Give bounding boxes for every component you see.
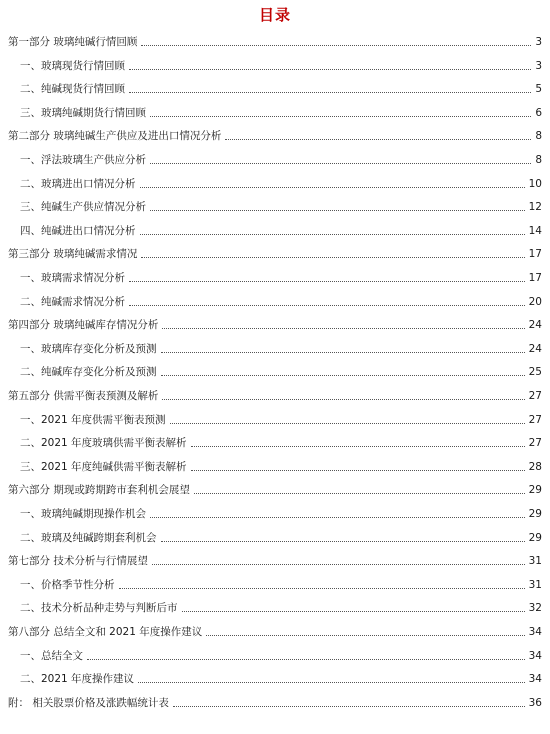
toc-page-number: 6 xyxy=(535,106,542,119)
dot-leader xyxy=(119,587,525,589)
toc-part-entry[interactable] xyxy=(8,387,542,403)
toc-entry-label: 第八部分 总结全文和 2021 年度操作建议 xyxy=(8,626,203,638)
toc-part-entry[interactable] xyxy=(8,623,542,639)
toc-page-number: 27 xyxy=(528,390,542,402)
dot-leader xyxy=(206,634,524,636)
toc-entry-label: 二、纯碱现货行情回顾 xyxy=(20,83,125,96)
toc-page-number: 28 xyxy=(528,460,542,473)
toc-section-entry[interactable] xyxy=(20,411,542,427)
toc-section-entry[interactable] xyxy=(20,458,542,474)
toc-entry-label: 第四部分 玻璃纯碱库存情况分析 xyxy=(8,319,159,332)
toc-section-entry[interactable] xyxy=(20,151,542,167)
toc-entry-label: 第五部分 供需平衡表预测及解析 xyxy=(8,390,159,402)
toc-section-entry[interactable] xyxy=(20,647,542,663)
toc-section-entry[interactable] xyxy=(20,80,542,96)
toc-page-number: 5 xyxy=(535,83,542,96)
toc-entry-label: 第七部分 技术分析与行情展望 xyxy=(8,555,148,568)
toc-entry-label: 二、纯碱库存变化分析及预测 xyxy=(20,366,157,379)
toc-entry-label: 第一部分 玻璃纯碱行情回顾 xyxy=(8,36,138,48)
toc-part-entry[interactable] xyxy=(8,245,542,261)
toc-section-entry[interactable] xyxy=(20,293,542,309)
dot-leader xyxy=(129,68,531,70)
toc-page-number: 17 xyxy=(528,272,542,284)
dot-leader xyxy=(140,233,525,235)
toc-page-number: 14 xyxy=(528,224,542,237)
toc-page-number: 36 xyxy=(528,696,542,709)
toc-section-entry[interactable] xyxy=(20,104,542,120)
toc-section-entry[interactable] xyxy=(20,599,542,615)
dot-leader xyxy=(170,422,525,424)
toc-section-entry[interactable] xyxy=(20,576,542,592)
dot-leader xyxy=(182,610,525,612)
toc-entry-label: 三、2021 年度纯碱供需平衡表解析 xyxy=(20,460,187,473)
dot-leader xyxy=(129,280,525,282)
toc-page-number: 32 xyxy=(528,602,542,615)
toc-page-number: 12 xyxy=(528,201,542,214)
toc-section-entry[interactable] xyxy=(20,363,542,379)
dot-leader xyxy=(225,138,531,140)
toc-part-entry[interactable] xyxy=(8,552,542,568)
toc-page-number: 27 xyxy=(528,413,542,426)
toc-section-entry[interactable] xyxy=(20,670,542,686)
dot-leader xyxy=(161,351,525,353)
toc-entry-label: 二、纯碱需求情况分析 xyxy=(20,295,125,308)
toc-page-number: 29 xyxy=(528,484,542,497)
dot-leader xyxy=(150,162,531,164)
toc-entry-label: 一、玻璃现货行情回顾 xyxy=(20,59,125,72)
dot-leader xyxy=(150,516,525,518)
toc-entry-label: 第六部分 期现或跨期跨市套利机会展望 xyxy=(8,484,190,497)
toc-part-entry[interactable] xyxy=(8,127,542,143)
toc-entry-label: 一、玻璃需求情况分析 xyxy=(20,272,125,284)
dot-leader xyxy=(152,563,525,565)
toc-page-number: 8 xyxy=(535,130,542,143)
toc-entry-label: 一、总结全文 xyxy=(20,649,83,662)
toc-entry-label: 二、技术分析品种走势与判断后市 xyxy=(20,602,178,615)
toc-entry-label: 三、纯碱生产供应情况分析 xyxy=(20,201,146,214)
toc-page-number: 10 xyxy=(528,177,542,190)
toc-section-entry[interactable] xyxy=(20,434,542,450)
toc-section-entry[interactable] xyxy=(20,57,542,73)
toc-entry-label: 一、玻璃纯碱期现操作机会 xyxy=(20,508,146,520)
toc-entry-label: 二、2021 年度操作建议 xyxy=(20,673,135,686)
toc-entry-label: 第二部分 玻璃纯碱生产供应及进出口情况分析 xyxy=(8,130,222,143)
dot-leader xyxy=(173,705,525,707)
toc-page-number: 25 xyxy=(528,366,542,379)
toc-entry-label: 第三部分 玻璃纯碱需求情况 xyxy=(8,248,138,261)
dot-leader xyxy=(140,186,525,188)
toc-part-entry[interactable] xyxy=(8,481,542,497)
toc-section-entry[interactable] xyxy=(20,340,542,356)
dot-leader xyxy=(191,469,525,471)
toc-part-entry[interactable] xyxy=(8,33,542,49)
toc-section-entry[interactable] xyxy=(20,529,542,545)
toc-page-number: 29 xyxy=(528,531,542,544)
dot-leader xyxy=(87,658,525,660)
toc-page-number: 34 xyxy=(528,626,542,638)
toc-section-entry[interactable] xyxy=(20,222,542,238)
toc-page-number: 17 xyxy=(528,248,542,261)
toc-page-number: 31 xyxy=(528,555,542,568)
toc-entry-label: 二、玻璃进出口情况分析 xyxy=(20,177,136,190)
toc-entry-label: 一、浮法玻璃生产供应分析 xyxy=(20,154,146,166)
dot-leader xyxy=(138,681,525,683)
dot-leader xyxy=(129,91,531,93)
toc-page-number: 29 xyxy=(528,508,542,520)
toc-entry-label: 三、玻璃纯碱期货行情回顾 xyxy=(20,106,146,119)
toc-page-number: 27 xyxy=(528,437,542,450)
toc-page-number: 24 xyxy=(528,342,542,355)
toc-page-number: 31 xyxy=(528,578,542,591)
toc-entry-label: 一、2021 年度供需平衡表预测 xyxy=(20,413,166,426)
toc-page-number: 3 xyxy=(535,36,542,48)
dot-leader xyxy=(191,445,525,447)
toc-section-entry[interactable] xyxy=(20,269,542,285)
dot-leader xyxy=(194,492,525,494)
toc-section-entry[interactable] xyxy=(20,505,542,521)
dot-leader xyxy=(161,540,525,542)
toc-page-number: 34 xyxy=(528,649,542,662)
dot-leader xyxy=(162,327,524,329)
dot-leader xyxy=(161,374,525,376)
toc-entry-label: 四、纯碱进出口情况分析 xyxy=(20,224,136,237)
toc-page-number: 20 xyxy=(528,295,542,308)
toc-part-entry[interactable] xyxy=(8,694,542,710)
dot-leader xyxy=(162,398,524,400)
toc-section-entry[interactable] xyxy=(20,175,542,191)
toc-entry-label: 一、价格季节性分析 xyxy=(20,578,115,591)
dot-leader xyxy=(141,256,524,258)
dot-leader xyxy=(141,44,531,46)
dot-leader xyxy=(129,304,525,306)
toc-entry-label: 一、玻璃库存变化分析及预测 xyxy=(20,342,157,355)
dot-leader xyxy=(150,115,531,117)
toc-part-entry[interactable] xyxy=(8,316,542,332)
toc-title: 目录 xyxy=(258,6,291,24)
toc-page-number: 3 xyxy=(535,59,542,72)
toc-page-number: 24 xyxy=(528,319,542,332)
toc-page-number: 8 xyxy=(535,154,542,166)
dot-leader xyxy=(150,209,525,211)
toc-section-entry[interactable] xyxy=(20,198,542,214)
toc-entry-label: 二、2021 年度玻璃供需平衡表解析 xyxy=(20,437,187,450)
toc-entry-label: 二、玻璃及纯碱跨期套利机会 xyxy=(20,531,157,544)
toc-page-number: 34 xyxy=(528,673,542,686)
toc-entry-label: 附： 相关股票价格及涨跌幅统计表 xyxy=(8,696,169,709)
